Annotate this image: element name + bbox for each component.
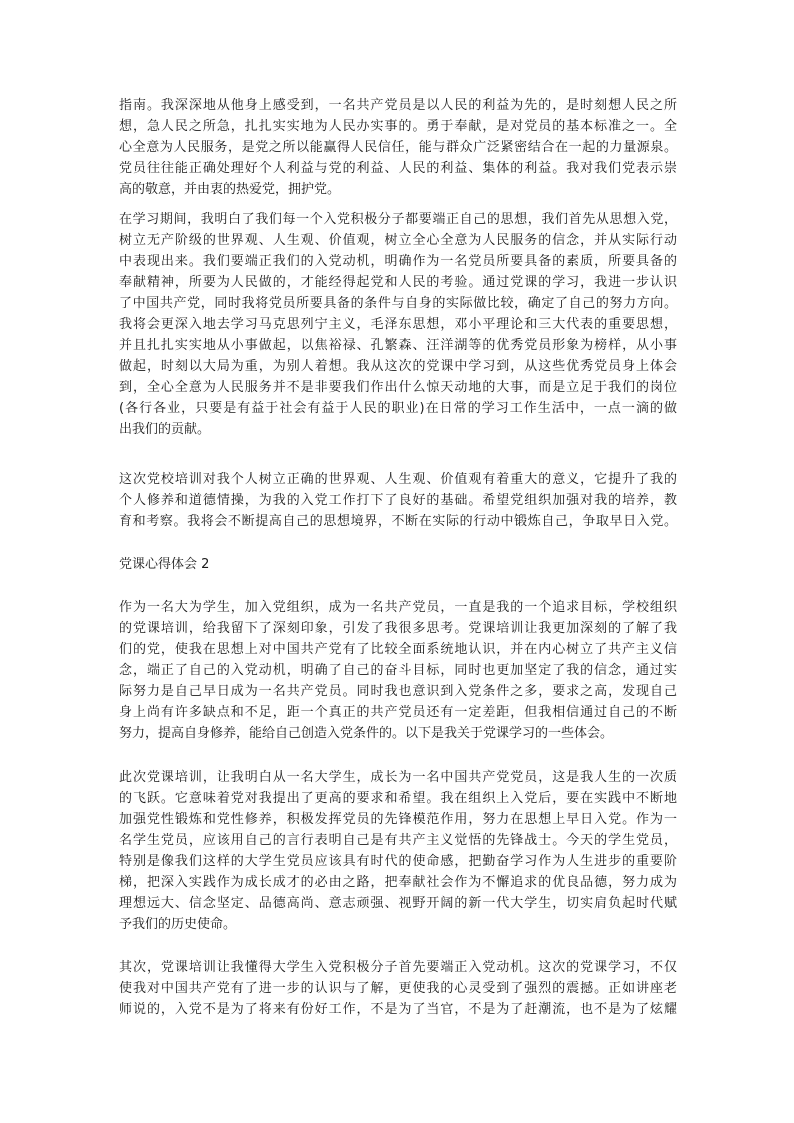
text-line: 梯，把深入实践作为成长成才的必由之路，把奉献社会作为不懈追求的优良品德，努力成为 bbox=[119, 875, 677, 890]
text-line: 师说的，入党不是为了将来有份好工作，不是为了当官，不是为了赶潮流，也不是为了炫耀 bbox=[119, 1002, 677, 1017]
text-line: 际努力是自己早日成为一名共产党员。同时我也意识到入党条件之多，要求之高，发现自己 bbox=[119, 684, 677, 699]
paragraph-5 bbox=[119, 767, 677, 935]
text-line: (各行各业，只要是有益于社会有益于人民的职业)在日常的学习工作生活中，一点一滴的做 bbox=[119, 401, 677, 416]
text-line: 个人修养和道德情操，为我的入党工作打下了良好的基础。希望党组织加强对我的培养，教 bbox=[119, 493, 677, 508]
text-line: 名学生党员，应该用自己的言行表明自己是有共产主义觉悟的先锋战士。今天的学生党员， bbox=[119, 833, 677, 848]
text-line: 的党课培训，给我留下了深刻印象，引发了我很多思考。党课培训让我更加深刻的了解了我 bbox=[119, 621, 677, 636]
text-line: 作为一名大为学生，加入党组织，成为一名共产党员，一直是我的一个追求目标，学校组织 bbox=[119, 600, 677, 615]
text-line: 努力，提高自身修养，能给自己创造入党条件的。以下是我关于党课学习的一些体会。 bbox=[119, 726, 614, 741]
text-line: 特别是像我们这样的大学生党员应该具有时代的使命感，把勤奋学习作为人生进步的重要阶 bbox=[119, 854, 677, 869]
text-line: 指南。我深深地从他身上感受到，一名共产党员是以人民的利益为先的，是时刻想人民之所 bbox=[119, 98, 677, 113]
heading-title: 党课心得体会 2 bbox=[119, 557, 210, 572]
text-line: 念，端正了自己的入党动机，明确了自己的奋斗目标，同时也更加坚定了我的信念，通过实 bbox=[119, 663, 677, 678]
text-line: 并且扎扎实实地从小事做起，以焦裕禄、孔繁森、汪洋湖等的优秀党员形象为榜样，从小事 bbox=[119, 338, 677, 353]
text-line: 中表现出来。我们要端正我们的入党动机，明确作为一名党员所要具备的素质，所要具备的 bbox=[119, 254, 677, 269]
text-line: 出我们的贡献。 bbox=[119, 422, 211, 437]
paragraph-3 bbox=[119, 469, 677, 532]
paragraph-2 bbox=[119, 209, 677, 440]
text-line: 们的党，使我在思想上对中国共产党有了比较全面系统地认识，并在内心树立了共产主义信 bbox=[119, 642, 677, 657]
text-line: 予我们的历史使命。 bbox=[119, 917, 237, 932]
text-line: 的飞跃。它意味着党对我提出了更高的要求和希望。我在组织上入党后，要在实践中不断地 bbox=[119, 791, 677, 806]
text-line: 到，全心全意为人民服务并不是非要我们作出什么惊天动地的大事，而是立足于我们的岗位 bbox=[119, 380, 677, 395]
text-line: 高的敬意，并由衷的热爱党，拥护党。 bbox=[119, 182, 341, 197]
text-line: 此次党课培训，让我明白从一名大学生，成长为一名中国共产党党员，这是我人生的一次质 bbox=[119, 770, 677, 785]
text-line: 身上尚有许多缺点和不足，距一个真正的共产党员还有一定差距，但我相信通过自己的不断 bbox=[119, 705, 677, 720]
text-line: 理想远大、信念坚定、品德高尚、意志顽强、视野开阔的新一代大学生，切实肩负起时代赋 bbox=[119, 896, 677, 911]
paragraph-6 bbox=[119, 957, 677, 1020]
text-line: 想，急人民之所急，扎扎实实地为人民办实事的。勇于奉献，是对党员的基本标准之一。全 bbox=[119, 119, 677, 134]
paragraph-1 bbox=[119, 95, 677, 200]
paragraph-4 bbox=[119, 597, 677, 744]
text-line: 树立无产阶级的世界观、人生观、价值观，树立全心全意为人民服务的信念，并从实际行动 bbox=[119, 233, 677, 248]
text-line: 其次，党课培训让我懂得大学生入党积极分子首先要端正入党动机。这次的党课学习，不仅 bbox=[119, 960, 677, 975]
text-line: 使我对中国共产党有了进一步的认识与了解，更使我的心灵受到了强烈的震撼。正如讲座老 bbox=[119, 981, 677, 996]
text-line: 加强党性锻炼和党性修养，积极发挥党员的先锋模范作用，努力在思想上早日入党。作为一 bbox=[119, 812, 677, 827]
text-line: 党员往往能正确处理好个人利益与党的利益、人民的利益、集体的利益。我对我们党表示崇 bbox=[119, 161, 677, 176]
text-line: 做起，时刻以大局为重，为别人着想。我从这次的党课中学习到，从这些优秀党员身上体会 bbox=[119, 359, 677, 374]
text-line: 奉献精神，所要为人民做的，才能经得起党和人民的考验。通过党课的学习，我进一步认识 bbox=[119, 275, 677, 290]
text-line: 我将会更深入地去学习马克思列宁主义，毛泽东思想，邓小平理论和三大代表的重要思想， bbox=[119, 317, 677, 332]
text-line: 在学习期间，我明白了我们每一个入党积极分子都要端正自己的思想，我们首先从思想入党， bbox=[119, 212, 677, 227]
text-line: 心全意为人民服务，是党之所以能赢得人民信任，能与群众广泛紧密结合在一起的力量源泉。 bbox=[119, 140, 677, 155]
section-heading bbox=[119, 554, 677, 575]
text-line: 了中国共产党，同时我将党员所要具备的条件与自身的实际做比较，确定了自己的努力方向。 bbox=[119, 296, 677, 311]
text-line: 育和考察。我将会不断提高自己的思想境界，不断在实际的行动中锻炼自己，争取早日入党。 bbox=[119, 514, 677, 529]
text-line: 这次党校培训对我个人树立正确的世界观、人生观、价值观有着重大的意义，它提升了我的 bbox=[119, 472, 677, 487]
